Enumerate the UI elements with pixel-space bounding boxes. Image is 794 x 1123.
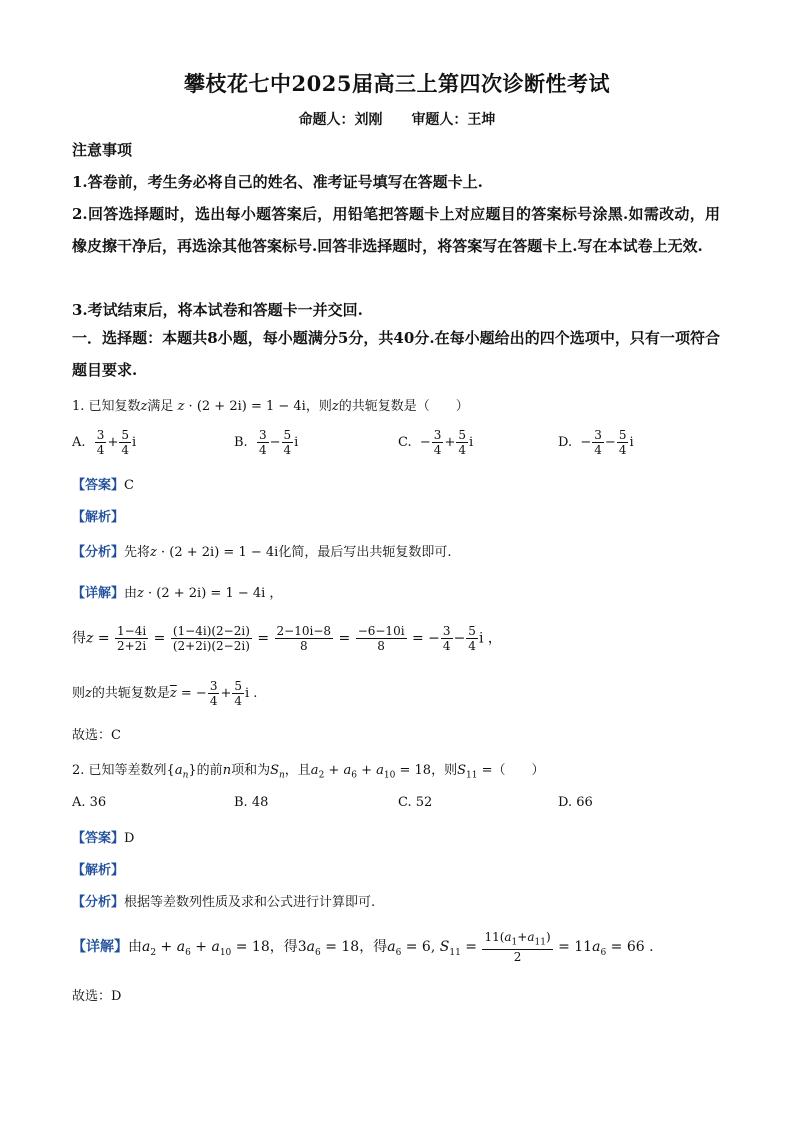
- notice-heading: 注意事项: [72, 141, 133, 159]
- q1-detail: 【详解】由z · (2 + 2i) = 1 − 4i ，: [72, 586, 283, 601]
- notice-item-2: 2.回答选择题时，选出每小题答案后，用铅笔把答题卡上对应题目的答案标号涂黑.如需改动，用橡皮擦干净后，再选涂其他答案标号.回答非选择题时，将答案写在答题卡上.写在本试卷上无效.: [72, 205, 720, 255]
- reviewer: 审题人：王坤: [411, 112, 496, 128]
- writer: 命题人：刘刚: [298, 112, 383, 128]
- q1-option-a: A. $\frac{3}{4}$ + $\frac{5}{4}$ i: [72, 428, 137, 457]
- q1-conjugate: 则z的共轭复数是$\overline{z}$ = − $\frac{3}{4}$ + $\frac{5}{4}$ i .: [72, 679, 258, 708]
- authors-line: [0, 109, 794, 129]
- notice-item-3: 3.考试结束后，将本试卷和答题卡一并交回.: [72, 301, 363, 319]
- q1-stem-suffix: ，则: [305, 399, 332, 414]
- q2-option-c: C. 52: [398, 795, 433, 810]
- q2-option-d: D. 66: [558, 795, 593, 810]
- q1-fenxi: 【分析】先将z · (2 + 2i) = 1 − 4i化简，最后写出共轭复数即可.: [72, 545, 452, 560]
- q1-option-c: C. − $\frac{3}{4}$ + $\frac{5}{4}$ i: [398, 428, 474, 457]
- q1-stem-end: 的共轭复数是（ ）: [338, 399, 469, 414]
- q2-fenxi: 【分析】根据等差数列性质及求和公式进行计算即可.: [72, 895, 376, 910]
- q2-analysis-label: 【解析】: [72, 863, 125, 878]
- q2-detail: 【详解】由$a_2 + a_6 + a_{10} = 18$，得$3a_6 = 18$，得$a_6 = 6$, $S_{11}$ = $\frac{11(a_1+a_{11})}{2}$ = $11a_6 = 66$ .: [72, 930, 654, 965]
- section-heading: 一．选择题：本题共8小题，每小题满分5分，共40分.在每小题给出的四个选项中，只有一项符合题目要求.: [72, 329, 720, 379]
- q1-equation: z: [177, 399, 185, 414]
- q1-stem: 1. 已知复数z满足 z · (2 + 2i) = 1 − 4i，则z的共轭复数是（ ）: [72, 399, 469, 414]
- q1-choose: 故选：C: [72, 728, 121, 743]
- q2-answer: 【答案】D: [72, 831, 135, 846]
- q1-option-b: B. $\frac{3}{4}$ − $\frac{5}{4}$ i: [234, 428, 299, 457]
- q2-choose: 故选：D: [72, 989, 122, 1004]
- q2-stem: 2. 已知等差数列$\{a_n\}$的前n项和为$S_n$，且$a_2 + a_6 + a_{10} = 18$，则$S_{11}$ =（ ）: [72, 763, 545, 781]
- q1-analysis-label: 【解析】: [72, 510, 125, 525]
- q1-option-d: D. − $\frac{3}{4}$ − $\frac{5}{4}$ i: [558, 428, 634, 457]
- q1-answer: 【答案】C: [72, 478, 134, 493]
- q1-stem-mid: 满足: [147, 399, 174, 414]
- q2-option-b: B. 48: [234, 795, 269, 810]
- notice-item-1: 1.答卷前，考生务必将自己的姓名、准考证号填写在答题卡上.: [72, 173, 483, 191]
- q1-step: 得z = $\frac{1-4i}{2+2i}$ = $\frac{(1-4i)(2-2i)}{(2+2i)(2-2i)}$ = $\frac{2-10i-8}{8}$ = $\frac{-6-10i}{8}$ = − $\frac{3}{4}$ − $\frac{5}{4}$ i ，: [72, 624, 502, 653]
- q2-option-a: A. 36: [72, 795, 107, 810]
- page-title: 攀枝花七中2025届高三上第四次诊断性考试: [184, 71, 610, 96]
- q1-stem-prefix: 1. 已知复数: [72, 399, 141, 414]
